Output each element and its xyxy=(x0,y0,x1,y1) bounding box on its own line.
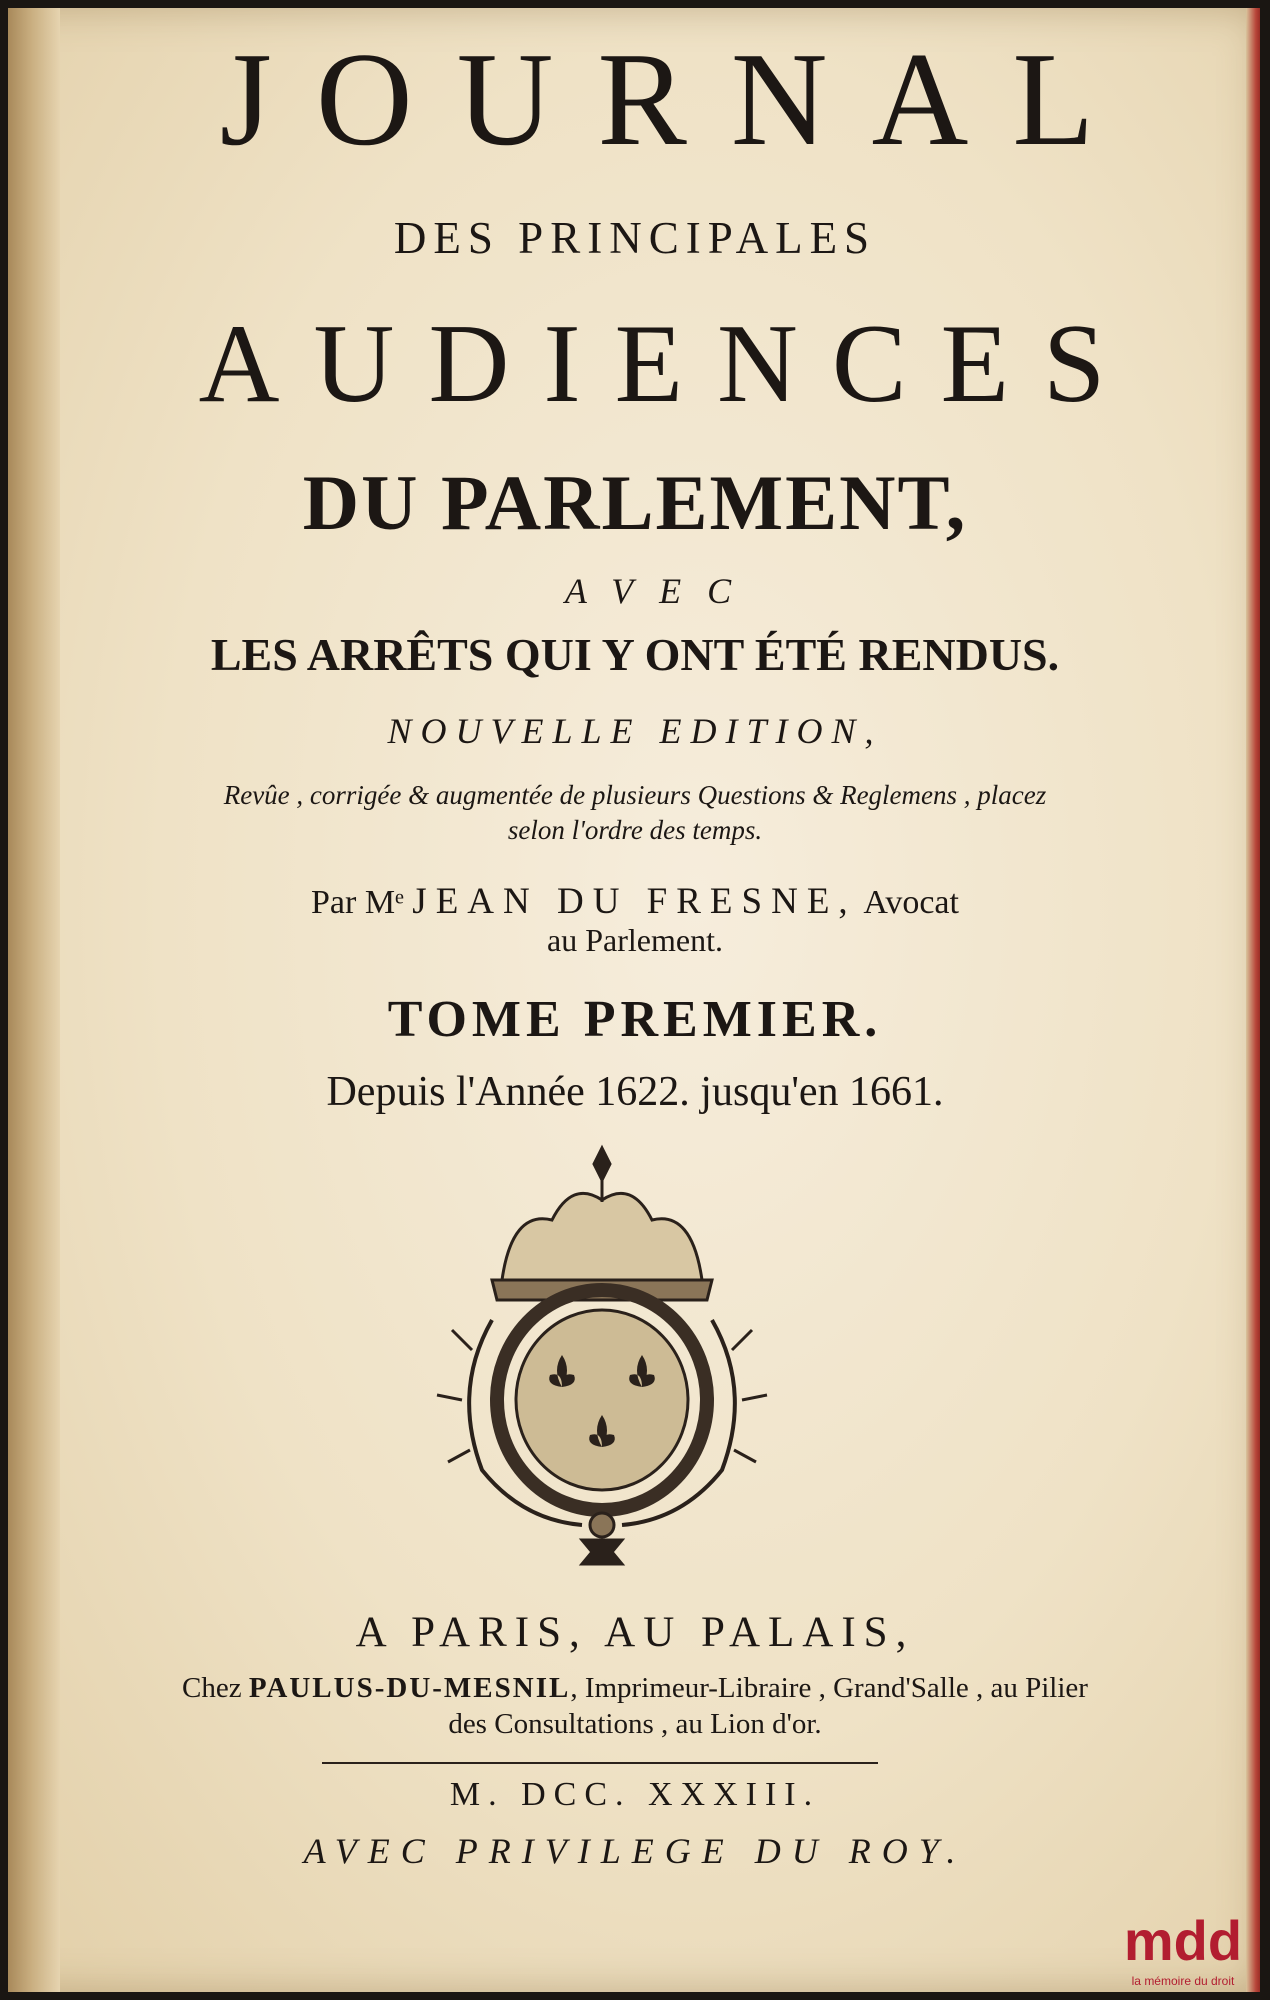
book-gutter xyxy=(8,8,60,1992)
volume-title: TOME PREMIER. xyxy=(387,991,883,1048)
imprint-chez: Chez xyxy=(182,1672,242,1704)
imprint-address-line2: des Consultations , au Lion d'or. xyxy=(448,1708,822,1740)
imprint-printer-address: , Imprimeur-Libraire , Grand'Salle , au Pilier xyxy=(570,1672,1088,1704)
edition-description-line1: Revûe , corrigée & augmentée de plusieurs Questions & Reglemens , placez xyxy=(223,780,1047,810)
imprint-city: A PARIS, AU PALAIS, xyxy=(355,1609,915,1656)
author-title: Avocat xyxy=(863,884,959,921)
title-arrets: LES ARRÊTS QUI Y ONT ÉTÉ RENDUS. xyxy=(210,629,1060,680)
volume-period: Depuis l'Année 1622. jusqu'en 1661. xyxy=(326,1069,944,1115)
imprint-printer-line xyxy=(100,1672,1170,1705)
royal-privilege: AVEC PRIVILEGE DU ROY. xyxy=(303,1831,967,1871)
author-prefix: Par Mᵉ xyxy=(311,884,404,921)
title-audiences: AUDIENCES xyxy=(198,302,1140,426)
publication-date: M. DCC. XXXIII. xyxy=(449,1776,821,1813)
title-des-principales: DES PRINCIPALES xyxy=(393,213,877,263)
author-affiliation: au Parlement. xyxy=(547,922,723,958)
page-red-edge xyxy=(1246,8,1260,1992)
title-du-parlement: DU PARLEMENT, xyxy=(302,459,968,546)
edition-description-line2: selon l'ordre des temps. xyxy=(507,815,763,845)
logo-tagline: la mémoire du droit xyxy=(1131,1974,1235,1988)
author-line xyxy=(100,880,1170,923)
edition-label: NOUVELLE EDITION, xyxy=(387,711,883,751)
title-journal: JOURNAL xyxy=(219,25,1139,173)
author-name: JEAN DU FRESNE, xyxy=(412,881,857,922)
logo-text: mdd xyxy=(1123,1909,1243,1972)
title-avec: AVEC xyxy=(564,571,758,611)
royal-arms-emblem xyxy=(432,1140,772,1570)
imprint-printer-name: PAULUS-DU-MESNIL xyxy=(248,1672,571,1704)
divider-rule xyxy=(322,1762,878,1764)
